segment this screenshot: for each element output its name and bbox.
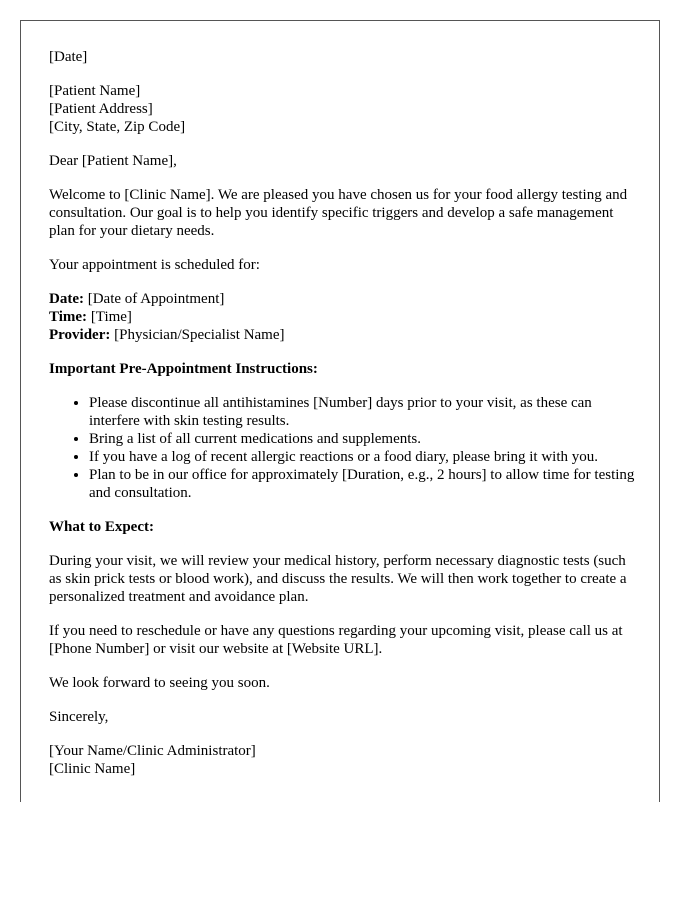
- letter-page: [20, 20, 660, 802]
- recipient-block: [49, 82, 639, 136]
- instruction-item: • Please discontinue all antihistamines [Number] days prior to your visit, as these can interfere with skin testing results.: [89, 394, 639, 430]
- expect-heading: What to Expect:: [49, 519, 154, 535]
- sign-off: Sincerely,: [49, 709, 109, 725]
- instructions-heading: Important Pre-Appointment Instructions:: [49, 361, 318, 377]
- instruction-item: • Bring a list of all current medications and supplements.: [89, 430, 639, 448]
- signature-block: [49, 742, 639, 778]
- appointment-time-row: [49, 308, 639, 326]
- appointment-date-label: Date:: [49, 291, 84, 307]
- appointment-provider-label: Provider:: [49, 327, 111, 343]
- instruction-item: • If you have a log of recent allergic reactions or a food diary, please bring it with you.: [89, 448, 639, 466]
- closing-line: We look forward to seeing you soon.: [49, 675, 270, 691]
- appointment-date-row: [49, 290, 639, 308]
- appointment-details: [49, 290, 639, 344]
- appointment-provider-value: [Physician/Specialist Name]: [110, 327, 285, 343]
- recipient-city-line: [City, State, Zip Code]: [49, 119, 186, 135]
- salutation: Dear [Patient Name],: [49, 153, 177, 169]
- recipient-address: [Patient Address]: [49, 101, 153, 117]
- appointment-date-value: [Date of Appointment]: [83, 291, 225, 307]
- expect-paragraph: During your visit, we will review your medical history, perform necessary diagnostic tests (such as skin prick tests or blood work), and discuss the results. We will then work together to create a personalized treatment and avoidance plan.: [49, 553, 627, 605]
- instruction-item: • Plan to be in our office for approximately [Duration, e.g., 2 hours] to allow time for testing and consultation.: [89, 466, 639, 502]
- instructions-list: [49, 394, 639, 502]
- scheduled-text: Your appointment is scheduled for:: [49, 257, 260, 273]
- appointment-time-value: [Time]: [87, 309, 132, 325]
- signature-clinic: [Clinic Name]: [49, 761, 136, 777]
- intro-paragraph: Welcome to [Clinic Name]. We are pleased you have chosen us for your food allergy testing and consultation. Our goal is to help you identify specific triggers and develop a safe management plan for your dietary needs.: [49, 187, 628, 239]
- contact-paragraph: If you need to reschedule or have any questions regarding your upcoming visit, please call us at [Phone Number] or visit our website at [Website URL].: [49, 623, 623, 657]
- appointment-provider-row: [49, 326, 639, 344]
- recipient-name: [Patient Name]: [49, 83, 141, 99]
- letter-body: [49, 48, 639, 794]
- letter-date: [Date]: [49, 49, 88, 65]
- appointment-time-label: Time:: [49, 309, 88, 325]
- signature-name: [Your Name/Clinic Administrator]: [49, 743, 256, 759]
